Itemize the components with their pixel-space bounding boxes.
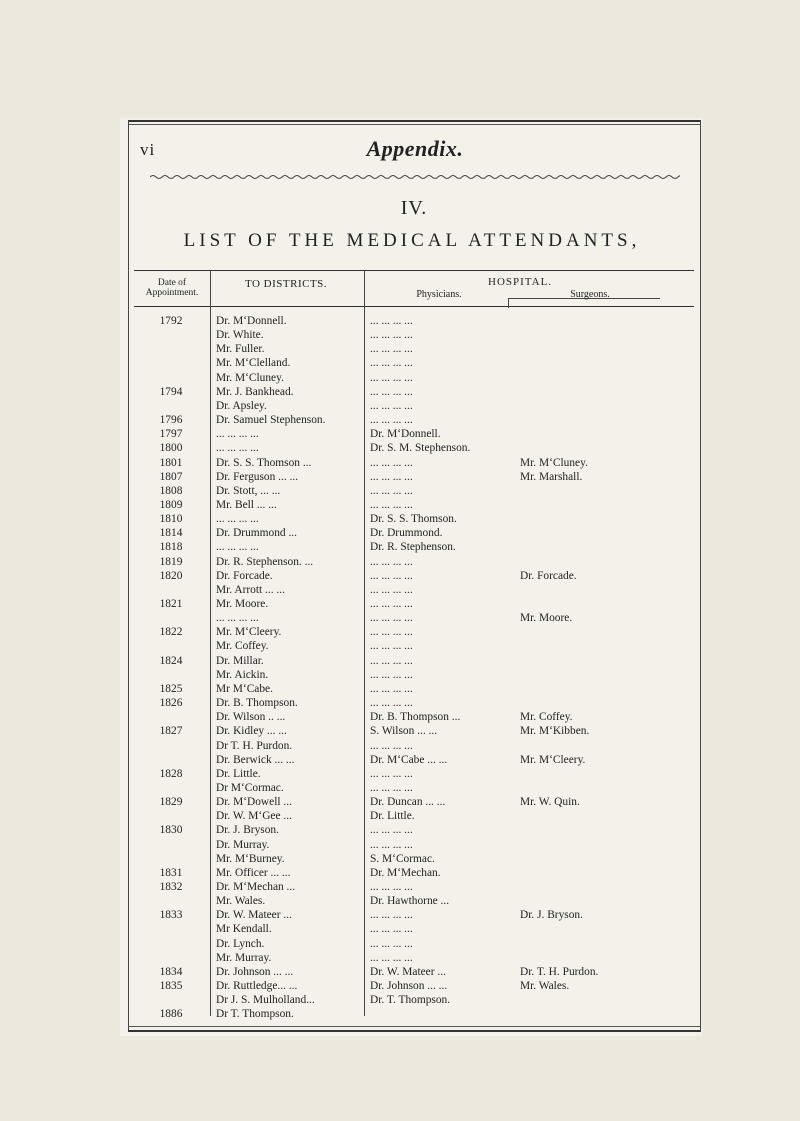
year-cell: 1801 (159, 456, 183, 469)
district-cell: Dr. M‘Donnell. (216, 315, 287, 327)
table-row (134, 852, 696, 866)
table-row (134, 696, 696, 710)
frame-border-right (700, 120, 701, 1032)
table-row (134, 555, 696, 569)
physician-cell: S. M‘Cormac. (370, 852, 435, 865)
physician-cell: ... ... ... ... (370, 598, 413, 610)
physician-cell: ... ... ... ... (370, 329, 413, 342)
surgeon-cell: Mr. M‘Cleery. (520, 753, 586, 766)
district-cell: Mr. M‘Cluney. (216, 371, 284, 384)
physician-cell: ... ... ... ... (370, 697, 413, 710)
year-cell: 1832 (159, 881, 183, 893)
physician-cell: ... ... ... ... (370, 626, 413, 639)
table-row (134, 993, 696, 1007)
table-row (134, 356, 696, 370)
district-cell: Mr. Fuller. (216, 343, 265, 356)
physician-cell: ... ... ... ... (370, 399, 413, 412)
district-cell: Dr. Wilson .. ... (216, 711, 286, 724)
table-row (134, 441, 696, 455)
table-row (134, 385, 696, 399)
year-cell: 1808 (159, 484, 183, 497)
district-cell: Dr. Little. (216, 767, 261, 780)
district-cell: Dr. Ferguson ... ... (216, 470, 299, 483)
table-row (134, 484, 696, 498)
district-cell: Dr. B. Thompson. (216, 697, 298, 710)
year-cell: 1807 (159, 470, 183, 483)
district-cell: ... ... ... ... (216, 428, 259, 441)
table-row (134, 965, 696, 979)
year-cell: 1835 (159, 980, 183, 993)
table-row (134, 781, 696, 795)
year-cell: 1834 (159, 965, 183, 978)
physician-cell: ... ... ... ... (370, 739, 413, 752)
physician-cell: ... ... ... ... (370, 838, 413, 851)
year-cell: 1818 (159, 541, 183, 554)
table-row (134, 342, 696, 356)
district-cell: Dr. Johnson ... ... (216, 965, 294, 978)
district-cell: Dr. R. Stephenson. ... (216, 555, 314, 568)
physician-cell: ... ... ... ... (370, 640, 413, 653)
district-cell: Mr. M‘Burney. (216, 852, 285, 865)
physician-cell: ... ... ... ... (370, 357, 413, 370)
year-cell: 1800 (159, 442, 183, 455)
district-cell: Dr. Drummond ... (216, 527, 297, 540)
physician-cell: Dr. Little. (370, 810, 415, 823)
district-cell: Mr. J. Bankhead. (216, 385, 294, 398)
table-row (134, 937, 696, 951)
physician-cell: Dr. Drummond. (370, 527, 443, 540)
year-cell: 1831 (159, 866, 183, 879)
table-row (134, 540, 696, 554)
physician-cell: ... ... ... ... (370, 909, 413, 922)
table-row (134, 583, 696, 597)
physician-cell: ... ... ... ... (370, 881, 413, 893)
table-row (134, 951, 696, 965)
district-cell: Dr. J. Bryson. (216, 824, 279, 837)
district-cell: Dr. Millar. (216, 654, 264, 667)
year-cell: 1827 (159, 725, 183, 738)
header-districts: TO DISTRICTS. (244, 278, 328, 290)
table-row (134, 908, 696, 922)
district-cell: Dr. Kidley ... ... (216, 725, 287, 738)
physician-cell: Dr. S. S. Thomson. (370, 513, 457, 526)
district-cell: Mr. Coffey. (216, 640, 269, 653)
frame-border-top (128, 120, 700, 122)
physician-cell: ... ... ... ... (370, 385, 413, 398)
physician-cell: ... ... ... ... (370, 951, 413, 964)
district-cell: Dr. Samuel Stephenson. (216, 414, 326, 427)
table-row (134, 753, 696, 767)
physician-cell: Dr. M‘Donnell. (370, 428, 441, 441)
physician-cell: Dr. Duncan ... ... (370, 796, 446, 809)
table-row (134, 809, 696, 823)
year-cell: 1829 (159, 796, 183, 809)
table-row (134, 795, 696, 809)
table-row (134, 427, 696, 441)
physician-cell: ... ... ... ... (370, 767, 413, 780)
year-cell: 1819 (159, 555, 183, 568)
year-cell: 1828 (159, 767, 183, 780)
table-row (134, 639, 696, 653)
physician-cell: ... ... ... ... (370, 555, 413, 568)
table-row (134, 512, 696, 526)
year-cell: 1794 (159, 385, 183, 398)
district-cell: Dr. Berwick ... ... (216, 753, 295, 766)
table-row (134, 328, 696, 342)
wavy-rule (150, 173, 680, 181)
physician-cell: S. Wilson ... ... (370, 725, 438, 738)
year-cell: 1820 (159, 569, 183, 582)
table-row (134, 767, 696, 781)
physician-cell: ... ... ... ... (370, 315, 413, 327)
physician-cell: Dr. R. Stephenson. (370, 541, 456, 554)
year-cell: 1825 (159, 682, 183, 695)
physician-cell: Dr. W. Mateer ... (370, 965, 446, 978)
district-cell: Mr. Moore. (216, 598, 269, 610)
district-cell: Dr J. S. Mulholland... (216, 994, 315, 1007)
year-cell: 1824 (159, 654, 183, 667)
surgeon-cell: Mr. Marshall. (520, 470, 583, 483)
table-row (134, 597, 696, 611)
table-row (134, 456, 696, 470)
table-row (134, 668, 696, 682)
district-cell: Dr. Murray. (216, 838, 270, 851)
column-divider-hospital (508, 298, 509, 308)
table-row (134, 498, 696, 512)
table-row (134, 979, 696, 993)
frame-border-bottom (128, 1030, 700, 1032)
surgeon-cell: Dr. Forcade. (520, 569, 577, 582)
surgeon-cell: Mr. Coffey. (520, 711, 573, 724)
district-cell: Dr. White. (216, 329, 264, 342)
year-cell: 1830 (159, 824, 183, 837)
district-cell: ... ... ... ... (216, 442, 259, 455)
table-row (134, 894, 696, 908)
table-row (134, 682, 696, 696)
physician-cell: ... ... ... ... (370, 668, 413, 681)
year-cell: 1886 (159, 1008, 183, 1021)
header-physicians: Physicians. (416, 289, 462, 300)
district-cell: ... ... ... ... (216, 541, 259, 554)
district-cell: Dr. W. M‘Gee ... (216, 810, 292, 823)
district-cell: Dr. Lynch. (216, 937, 265, 950)
table-row (134, 611, 696, 625)
district-cell: Dr. S. S. Thomson ... (216, 456, 312, 469)
physician-cell: ... ... ... ... (370, 937, 413, 950)
physician-cell: Dr. Johnson ... ... (370, 980, 448, 993)
surgeon-cell: Mr. Moore. (520, 612, 573, 625)
district-cell: ... ... ... ... (216, 513, 259, 526)
page-number: vi (140, 140, 156, 159)
table-row (134, 470, 696, 484)
physician-cell: ... ... ... ... (370, 654, 413, 667)
physician-cell: ... ... ... ... (370, 612, 413, 625)
header-rule-bottom (134, 306, 694, 307)
physician-cell: Dr. T. Thompson. (370, 994, 451, 1007)
header-rule-top (134, 270, 694, 271)
year-cell: 1822 (159, 626, 183, 639)
table-row (134, 413, 696, 427)
table-row (134, 371, 696, 385)
district-cell: Mr M‘Cabe. (216, 682, 273, 695)
surgeon-cell: Mr. Wales. (520, 980, 570, 993)
district-cell: Dr. Ruttledge... ... (216, 980, 298, 993)
physician-cell: ... ... ... ... (370, 923, 413, 936)
physician-cell: ... ... ... ... (370, 682, 413, 695)
physician-cell: ... ... ... ... (370, 456, 413, 469)
table-row (134, 314, 696, 328)
physician-cell: Dr. Hawthorne ... (370, 895, 450, 908)
year-cell: 1826 (159, 697, 183, 710)
physician-cell: ... ... ... ... (370, 371, 413, 384)
year-cell: 1810 (159, 513, 183, 526)
district-cell: Dr T. Thompson. (216, 1008, 294, 1021)
year-cell: 1792 (159, 315, 183, 327)
physician-cell: ... ... ... ... (370, 498, 413, 511)
running-head: Appendix. (366, 136, 464, 161)
table-row (134, 739, 696, 753)
district-cell: Dr T. H. Purdon. (216, 739, 293, 752)
frame-border-left (128, 120, 129, 1032)
table-row (134, 654, 696, 668)
surgeon-cell: Mr. M‘Cluney. (520, 456, 588, 469)
table-row (134, 1007, 696, 1021)
table-row (134, 866, 696, 880)
district-cell: Dr. W. Mateer ... (216, 909, 292, 922)
physician-cell: ... ... ... ... (370, 470, 413, 483)
district-cell: Mr. M‘Clelland. (216, 357, 291, 370)
table-row (134, 823, 696, 837)
header-surgeons: Surgeons. (570, 289, 610, 300)
district-cell: Mr. Wales. (216, 895, 266, 908)
section-title: LIST OF THE MEDICAL ATTENDANTS, (183, 230, 641, 251)
table-row (134, 880, 696, 894)
year-cell: 1797 (159, 428, 183, 441)
table-row (134, 838, 696, 852)
header-date: Date of Appointment. (145, 278, 199, 298)
year-cell: 1814 (159, 527, 183, 540)
district-cell: ... ... ... ... (216, 612, 259, 625)
district-cell: Dr M‘Cormac. (216, 781, 284, 794)
physician-cell: Dr. S. M. Stephenson. (370, 442, 471, 455)
surgeon-cell: Dr. T. H. Purdon. (520, 965, 599, 978)
physician-cell: Dr. M‘Mechan. (370, 866, 441, 879)
attendants-table (134, 270, 696, 1020)
district-cell: Dr. Forcade. (216, 569, 273, 582)
district-cell: Dr. Apsley. (216, 399, 267, 412)
physician-cell: ... ... ... ... (370, 569, 413, 582)
table-row (134, 922, 696, 936)
physician-cell: Dr. M‘Cabe ... ... (370, 753, 448, 766)
table-row (134, 526, 696, 540)
district-cell: Dr. M‘Mechan ... (216, 881, 296, 893)
district-cell: Mr. Officer ... ... (216, 866, 291, 879)
frame-border-bottom-inner (128, 1026, 700, 1027)
district-cell: Dr. M‘Dowell ... (216, 796, 292, 809)
physician-cell: ... ... ... ... (370, 414, 413, 427)
section-number: IV. (400, 197, 428, 219)
surgeon-cell: Dr. J. Bryson. (520, 909, 583, 922)
frame-border-top-inner (128, 124, 700, 125)
physician-cell: ... ... ... ... (370, 343, 413, 356)
physician-cell: ... ... ... ... (370, 824, 413, 837)
surgeon-cell: Mr. W. Quin. (520, 796, 580, 809)
district-cell: Mr. Arrott ... ... (216, 583, 285, 596)
year-cell: 1809 (159, 498, 183, 511)
year-cell: 1833 (159, 909, 183, 922)
surgeon-cell: Mr. M‘Kibben. (520, 725, 590, 738)
table-row (134, 625, 696, 639)
table-row (134, 399, 696, 413)
district-cell: Mr. M‘Cleery. (216, 626, 282, 639)
physician-cell: ... ... ... ... (370, 484, 413, 497)
district-cell: Mr Kendall. (216, 923, 272, 936)
physician-cell: ... ... ... ... (370, 583, 413, 596)
table-row (134, 710, 696, 724)
year-cell: 1796 (159, 414, 183, 427)
district-cell: Dr. Stott, ... ... (216, 484, 281, 497)
district-cell: Mr. Bell ... ... (216, 498, 277, 511)
physician-cell: ... ... ... ... (370, 781, 413, 794)
table-row (134, 724, 696, 738)
district-cell: Mr. Aickin. (216, 668, 269, 681)
header-hospital: HOSPITAL. (488, 276, 553, 288)
year-cell: 1821 (159, 598, 183, 610)
table-row (134, 569, 696, 583)
district-cell: Mr. Murray. (216, 951, 272, 964)
physician-cell: Dr. B. Thompson ... (370, 711, 461, 724)
